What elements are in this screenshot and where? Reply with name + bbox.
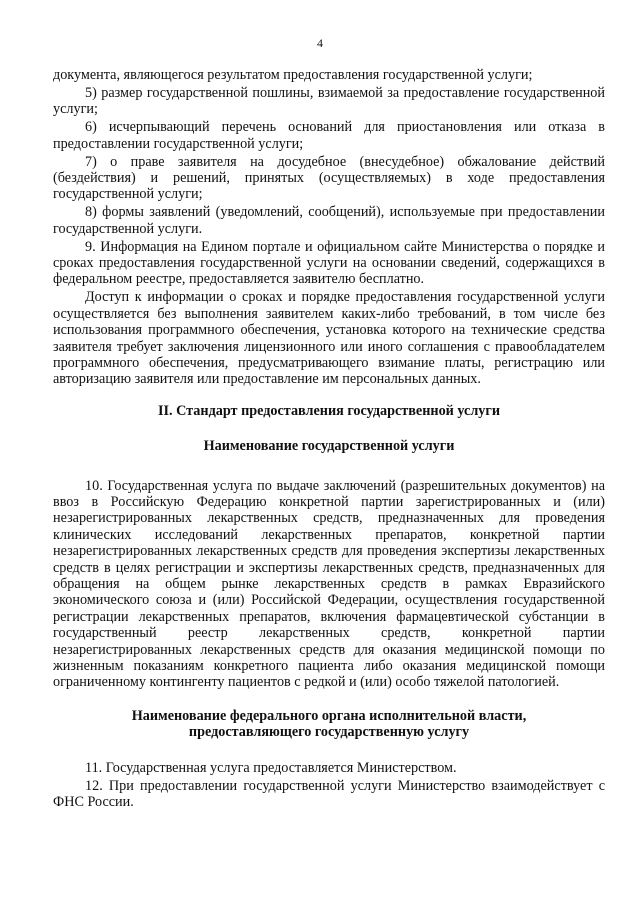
section-heading: II. Стандарт предоставления государственной услуги — [157, 402, 501, 419]
subheading-authority — [53, 708, 605, 741]
paragraph-access-info: Доступ к информации о сроках и порядке предоставления государственной услуги осуществляется без выполнения заявителем каких-либо требований, в том числе без использования программного обеспечения, установка которого на технические средства заявителя требует заключения лицензионного или иного соглашения с правообладателем программного обеспечения, предусматривающего взимание платы, регистрацию или авторизацию заявителя или предоставление им персональных данных. — [53, 289, 605, 388]
paragraph-12: 12. При предоставлении государственной услуги Министерство взаимодействует с ФНС России. — [53, 777, 605, 810]
subheading-authority-line2: предоставляющего государственную услугу — [188, 724, 470, 741]
page-number: 4 — [317, 36, 323, 50]
paragraph-11: 11. Государственная услуга предоставляется Министерством. — [85, 759, 457, 776]
paragraph-item-6: 6) исчерпывающий перечень оснований для приостановления или отказа в предоставлении государственной услуги; — [53, 119, 605, 152]
subheading-authority-line1: Наименование федерального органа исполнительной власти, — [131, 707, 527, 724]
paragraph-item-5: 5) размер государственной пошлины, взимаемой за предоставление государственной услуги; — [53, 84, 605, 118]
paragraph-9: 9. Информация на Едином портале и официальном сайте Министерства о порядке и сроках предоставления государственной услуги на основании сведений, содержащихся в федеральном реестре, предоставляется заявителю бесплатно. — [53, 238, 605, 288]
paragraph-continuation: документа, являющегося результатом предоставления государственной услуги; — [53, 67, 533, 83]
subheading-service-name: Наименование государственной услуги — [203, 438, 455, 455]
paragraph-item-8: 8) формы заявлений (уведомлений, сообщений), используемые при предоставлении государственной услуги. — [53, 204, 605, 237]
paragraph-10: 10. Государственная услуга по выдаче заключений (разрешительных документов) на ввоз в Российскую Федерацию конкретной партии зарегистрированных и (или) незарегистрированных лекарственных средств, предназначенных для проведения клинических исследований лекарственных препаратов, конкретной партии незарегистрированных лекарственных средств для проведения экспертизы лекарственных средств в целях регистрации и экспертизы лекарственных средств, предназначенных для обращения на общем рынке лекарственных средств в рамках Евразийского экономического союза и (или) Российской Федерации, осуществления государственной регистрации лекарственных препаратов, включения фармацевтической субстанции в государственный реестр лекарственных средств, конкретной партии незарегистрированных лекарственных средств для оказания медицинской помощи по жизненным показаниям конкретного пациента либо оказания медицинской помощи ограниченному контингенту пациентов с редкой и (или) особо тяжелой патологией. — [53, 477, 605, 691]
document-body — [53, 67, 605, 812]
paragraph-item-7: 7) о праве заявителя на досудебное (внесудебное) обжалование действий (бездействия) и решений, принятых (осуществляемых) в ходе предоставления государственной услуги; — [53, 153, 605, 203]
